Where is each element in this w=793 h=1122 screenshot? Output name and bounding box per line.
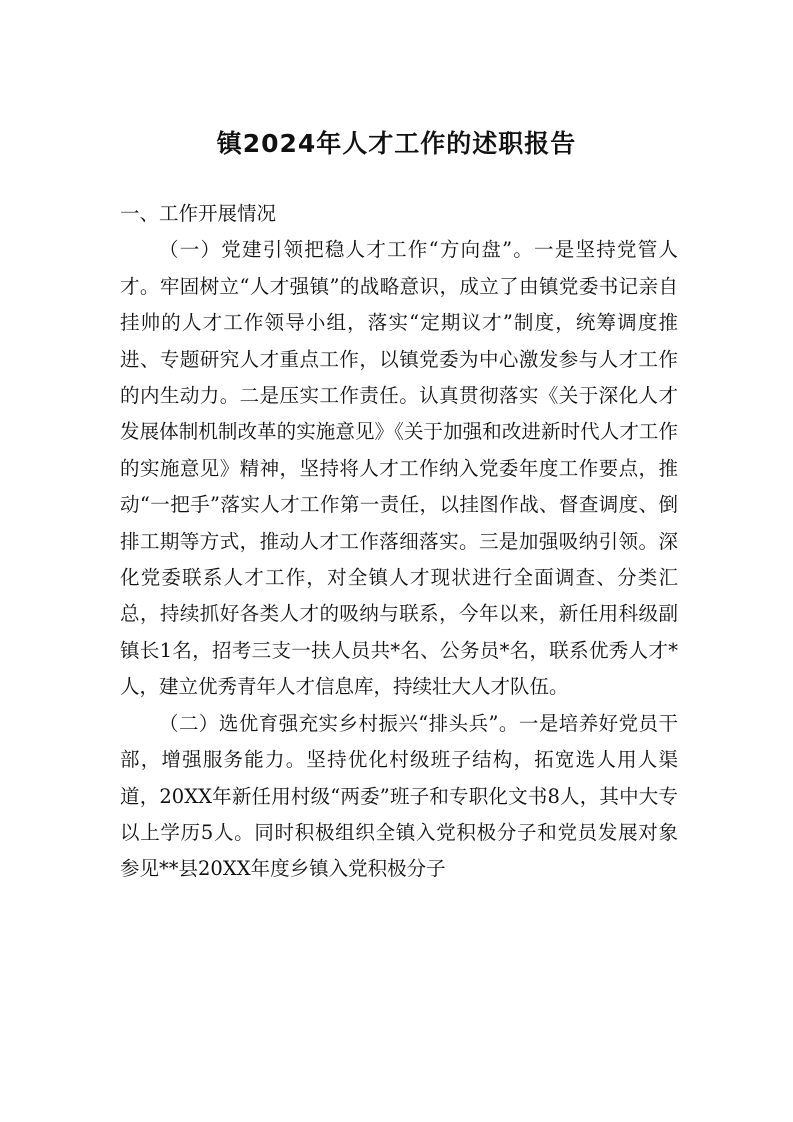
- paragraph-2: （二）选优育强充实乡村振兴“排头兵”。一是培养好党员干部，增强服务能力。坚持优化村级班子结构，拓宽选人用人渠道，20XX年新任用村级“两委”班子和专职化文书8人，其中大专以上学历5人。同时积极组织全镇入党积极分子和党员发展对象参见**县20XX年度乡镇入党积极分子: [120, 711, 678, 881]
- document-title: 镇2024年人才工作的述职报告: [216, 129, 577, 158]
- paragraph-1: （一）党建引领把稳人才工作“方向盘”。一是坚持党管人才。牢固树立“人才强镇”的战略意识，成立了由镇党委书记亲自挂帅的人才工作领导小组，落实“定期议才”制度，统筹调度推进、专题研究人才重点工作，以镇党委为中心激发参与人才工作的内生动力。二是压实工作责任。认真贯彻落实《关于深化人才发展体制机制改革的实施意见》《关于加强和改进新时代人才工作的实施意见》精神，坚持将人才工作纳入党委年度工作要点，推动“一把手”落实人才工作第一责任，以挂图作战、督查调度、倒排工期等方式，推动人才工作落细落实。三是加强吸纳引领。深化党委联系人才工作，对全镇人才现状进行全面调查、分类汇总，持续抓好各类人才的吸纳与联系，今年以来，新任用科级副镇长1名，招考三支一扶人员共*名、公务员*名，联系优秀人才*人，建立优秀青年人才信息库，持续壮大人才队伍。: [120, 238, 678, 699]
- document-body: [120, 196, 678, 888]
- section-heading: 一、工作开展情况: [120, 202, 277, 225]
